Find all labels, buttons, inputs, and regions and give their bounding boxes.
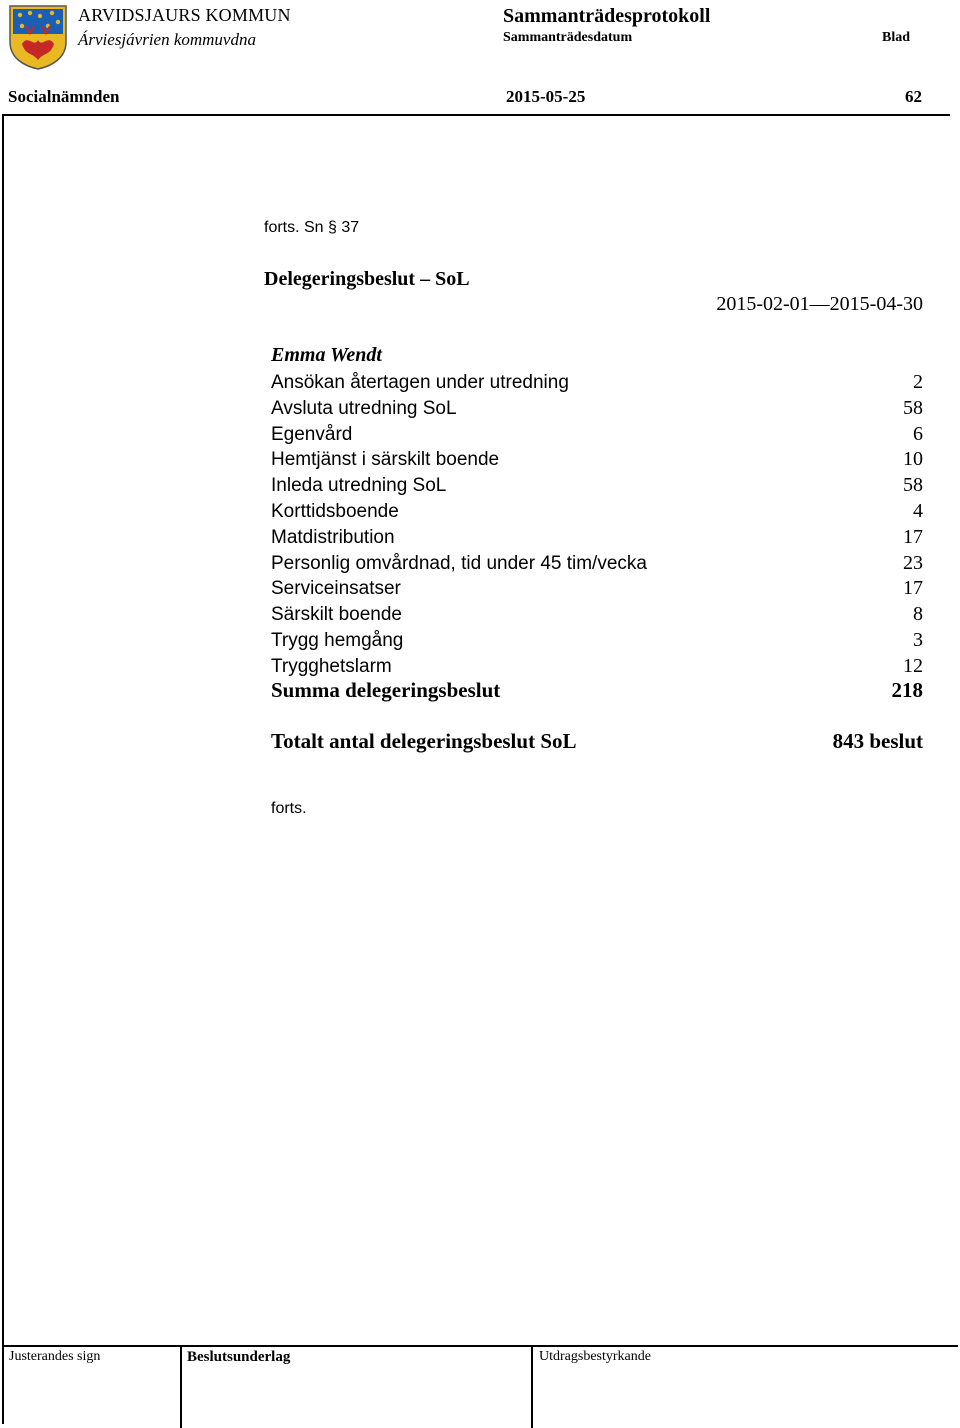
committee-name: Socialnämnden [8, 87, 120, 106]
decision-count: 6 [913, 422, 923, 445]
decision-count: 12 [903, 654, 923, 677]
decision-count: 2 [913, 371, 923, 393]
sum-row [271, 678, 923, 703]
decision-count: 4 [913, 499, 923, 522]
extract-label: Utdragsbestyrkande [539, 1349, 651, 1364]
basis-label: Beslutsunderlag [187, 1349, 291, 1365]
sign-label: Justerandes sign [9, 1349, 101, 1364]
sum-value: 218 [891, 678, 923, 702]
municipality-name-sami: Árviesjávrien kommuvdna [78, 30, 256, 49]
decision-label: Hemtjänst i särskilt boende [271, 449, 500, 471]
section-heading: Delegeringsbeslut – SoL [264, 268, 470, 290]
reporting-period: 2015-02-01—2015-04-30 [716, 293, 923, 315]
list-item [271, 602, 923, 628]
list-item [271, 628, 923, 654]
decision-label: Egenvård [271, 423, 353, 445]
coat-of-arms-icon [8, 4, 68, 70]
decision-count: 17 [903, 525, 923, 548]
list-item [271, 551, 923, 577]
decision-label: Personlig omvårdnad, tid under 45 tim/vecka [271, 552, 647, 574]
decision-label: Serviceinsatser [271, 578, 401, 600]
list-item [271, 654, 923, 680]
decision-count: 17 [903, 577, 923, 600]
continuation-marker-bottom: forts. [271, 800, 307, 817]
list-item [271, 499, 923, 525]
list-item [271, 447, 923, 473]
meeting-date: 2015-05-25 [506, 87, 586, 106]
page-number: 62 [905, 87, 922, 106]
decision-label: Ansökan återtagen under utredning [271, 372, 569, 393]
continuation-marker-top: forts. Sn § 37 [264, 219, 360, 236]
list-item [271, 525, 923, 551]
decision-label: Trygghetslarm [271, 655, 392, 677]
decision-label: Avsluta utredning SoL [271, 397, 457, 419]
footer-divider [180, 1347, 182, 1428]
meeting-date-label: Sammanträdesdatum [503, 30, 633, 45]
total-value: 843 beslut [832, 729, 923, 753]
total-label: Totalt antal delegeringsbeslut SoL [271, 729, 577, 753]
sum-label: Summa delegeringsbeslut [271, 678, 501, 702]
decision-count: 10 [903, 448, 923, 471]
person-name: Emma Wendt [271, 344, 382, 366]
signature-footer [2, 1345, 958, 1428]
list-item [271, 370, 923, 396]
decision-label: Särskilt boende [271, 604, 402, 626]
decision-label: Inleda utredning SoL [271, 475, 447, 497]
decision-list [271, 370, 923, 680]
footer-divider [531, 1347, 533, 1428]
list-item [271, 576, 923, 602]
decision-label: Korttidsboende [271, 500, 399, 522]
decision-count: 8 [913, 603, 923, 626]
document-type-title: Sammanträdesprotokoll [503, 5, 711, 27]
decision-count: 3 [913, 628, 923, 651]
list-item [271, 473, 923, 499]
decision-count: 58 [903, 474, 923, 497]
list-item [271, 396, 923, 422]
decision-count: 23 [903, 551, 923, 574]
page-label: Blad [882, 30, 911, 45]
decision-label: Trygg hemgång [271, 629, 404, 651]
decision-label: Matdistribution [271, 526, 395, 548]
decision-count: 58 [903, 396, 923, 419]
municipality-name: ARVIDSJAURS KOMMUN [78, 5, 291, 25]
list-item [271, 422, 923, 448]
total-row [271, 729, 923, 754]
